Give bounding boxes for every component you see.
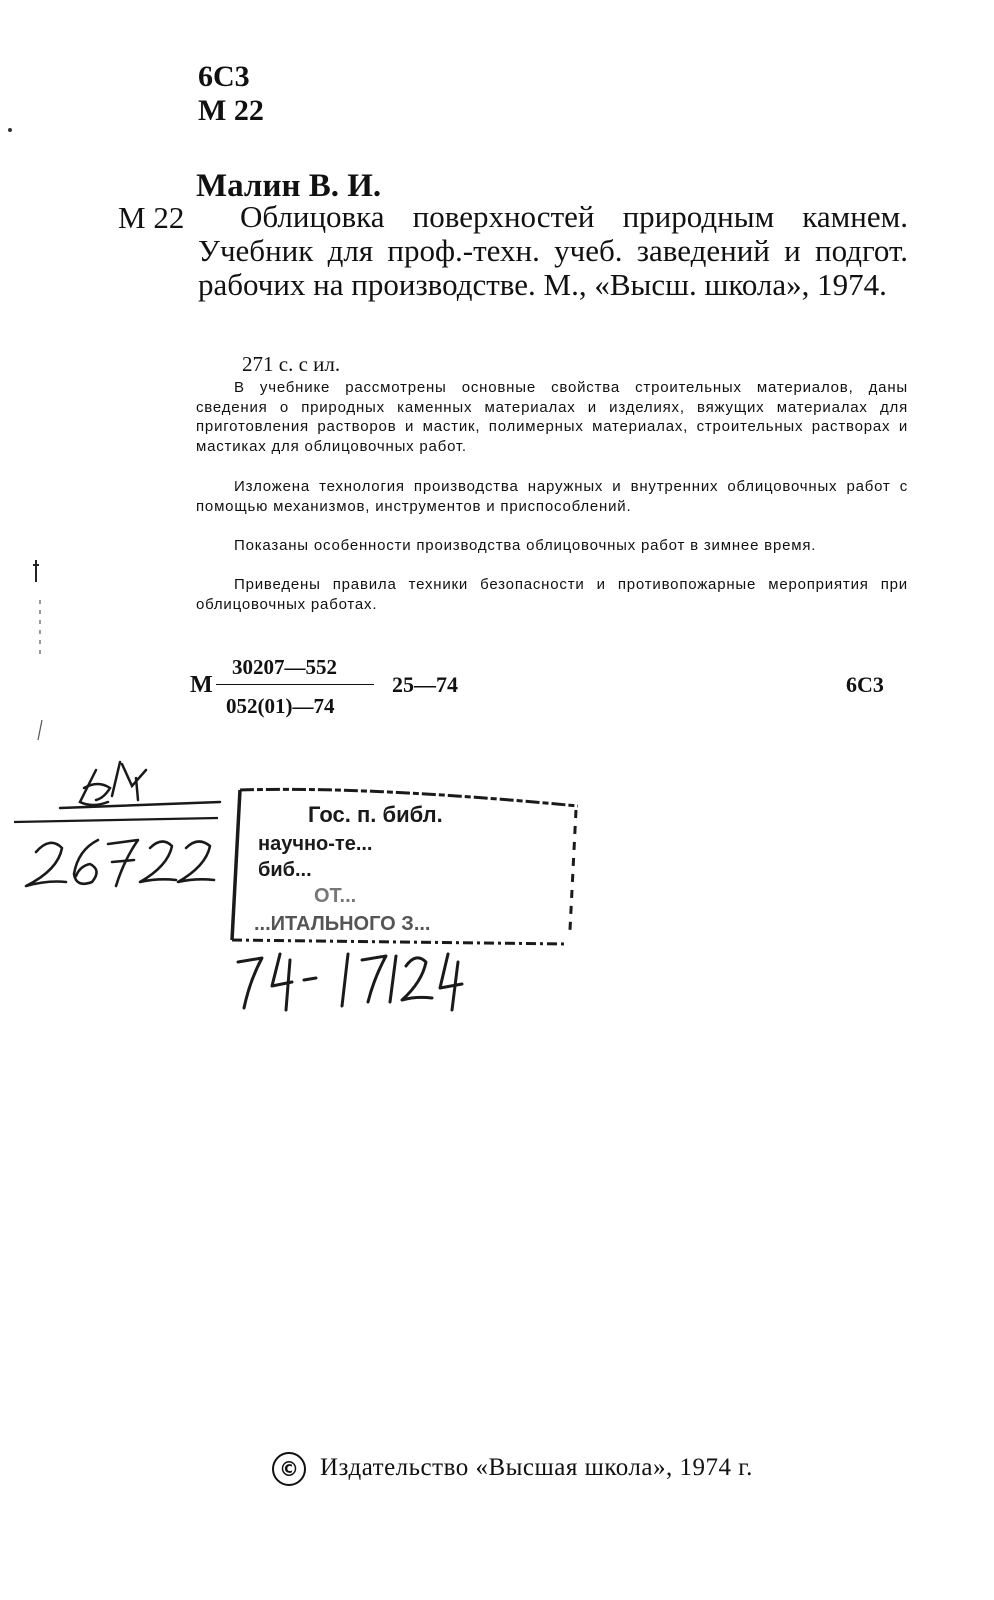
stamp-line: Гос. п. библ. xyxy=(308,802,443,827)
bbk-class: 6С3 xyxy=(846,672,884,697)
author-code: М 22 xyxy=(198,94,264,127)
book-title xyxy=(198,200,908,302)
page-count: 271 с. с ил. xyxy=(242,352,341,376)
bbk-prefix: М xyxy=(190,672,213,698)
bbk-code: 25—74 xyxy=(392,672,458,697)
stamp-line: ...ИТАЛЬНОГО З... xyxy=(254,913,431,935)
handwritten-accession xyxy=(238,954,462,1010)
abstract-paragraph: Изложена технология производства наружных и внутренних облицовочных работ с помощью механизмов, инструментов и приспособлений. xyxy=(196,478,908,515)
copyright-text: Издательство «Высшая школа», 1974 г. xyxy=(320,1454,753,1481)
abstract-paragraph: Приведены правила техники безопасности и противопожарные мероприятия при облицовочных работах. xyxy=(196,576,908,613)
copyright-icon: © xyxy=(272,1452,306,1486)
bbk-denominator: 052(01)—74 xyxy=(226,694,335,718)
book-title-text: Облицовка поверхностей природным камнем. Учебник для проф.-техн. учеб. заведений и подгот. рабочих на производстве. М., «Высш. школа», 1974. xyxy=(198,199,908,302)
bbk-numerator: 30207—552 xyxy=(232,655,337,679)
author-name: Малин В. И. xyxy=(196,168,382,204)
entry-code: М 22 xyxy=(118,200,185,235)
abstract-paragraph: В учебнике рассмотрены основные свойства строительных материалов, даны сведения о природных каменных материалах и изделиях, вяжущих материалах для приготовления растворов и мастик, полимерных материалах, строительных растворах и мастиках для облицовочных работ. xyxy=(196,379,908,455)
margin-marks xyxy=(0,120,60,760)
stamp-line: научно-те... xyxy=(258,833,373,855)
abstract-paragraph: Показаны особенности производства облицовочных работ в зимнее время. xyxy=(234,537,817,554)
bbk-fraction-line xyxy=(216,684,374,685)
stamp-line: биб... xyxy=(258,859,312,881)
handwritten-number xyxy=(26,840,214,886)
library-stamp xyxy=(218,780,588,956)
class-code: 6С3 xyxy=(198,60,250,93)
stamp-line: ОТ... xyxy=(314,885,357,907)
handwritten-top xyxy=(60,762,220,808)
